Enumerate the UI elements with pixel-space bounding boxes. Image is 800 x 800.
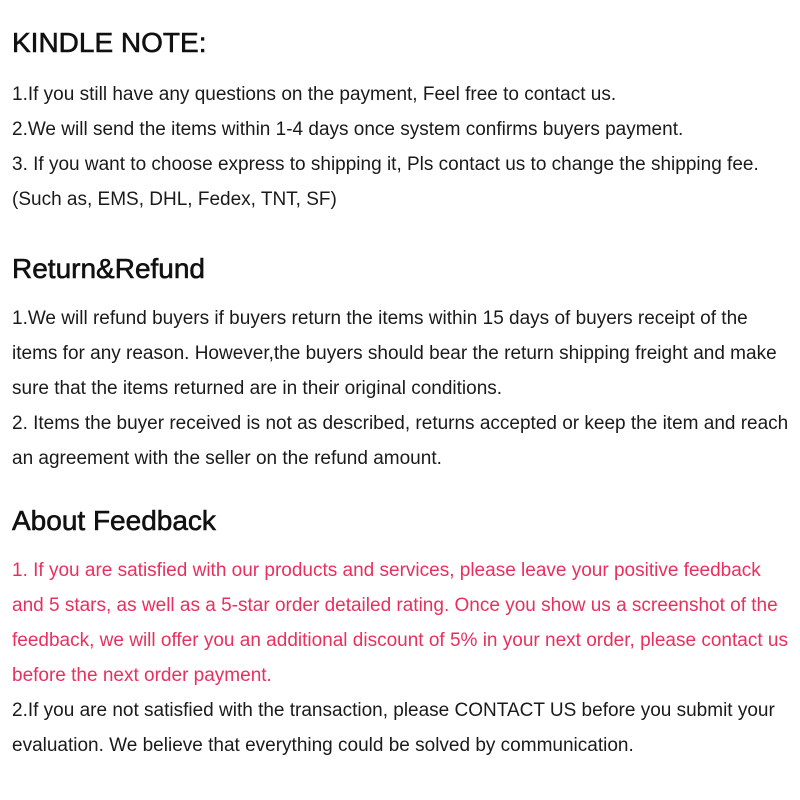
about-feedback-item-1: 1. If you are satisfied with our products and services, please leave your positive feedback and 5 stars, as well as a 5-star order detailed rating. Once you show us a screenshot of the feedback, we will offer you an additional discount of 5% in your next order, please contact us before the next order payment. (12, 560, 788, 686)
about-feedback-item-2: 2.If you are not satisfied with the transaction, please CONTACT US before you submit your evaluation. We believe that everything could be solved by communication. (12, 700, 775, 756)
return-refund-item-1: 1.We will refund buyers if buyers return the items within 15 days of buyers receipt of the items for any reason. However,the buyers should bear the return shipping freight and make sure that the items returned are in their original conditions. (12, 308, 777, 399)
return-refund-heading: Return&Refund (12, 253, 206, 284)
kindle-note-item-3: 3. If you want to choose express to shipping it, Pls contact us to change the shipping fee. (Such as, EMS, DHL, Fedex, TNT, SF) (12, 154, 759, 210)
kindle-note-item-1: 1.If you still have any questions on the payment, Feel free to contact us. (12, 84, 617, 105)
about-feedback-heading: About Feedback (12, 505, 216, 536)
kindle-note-item-2: 2.We will send the items within 1-4 days once system confirms buyers payment. (12, 119, 684, 140)
return-refund-item-2: 2. Items the buyer received is not as described, returns accepted or keep the item and reach an agreement with the seller on the refund amount. (12, 413, 789, 469)
kindle-note-heading: KINDLE NOTE: (12, 27, 207, 58)
